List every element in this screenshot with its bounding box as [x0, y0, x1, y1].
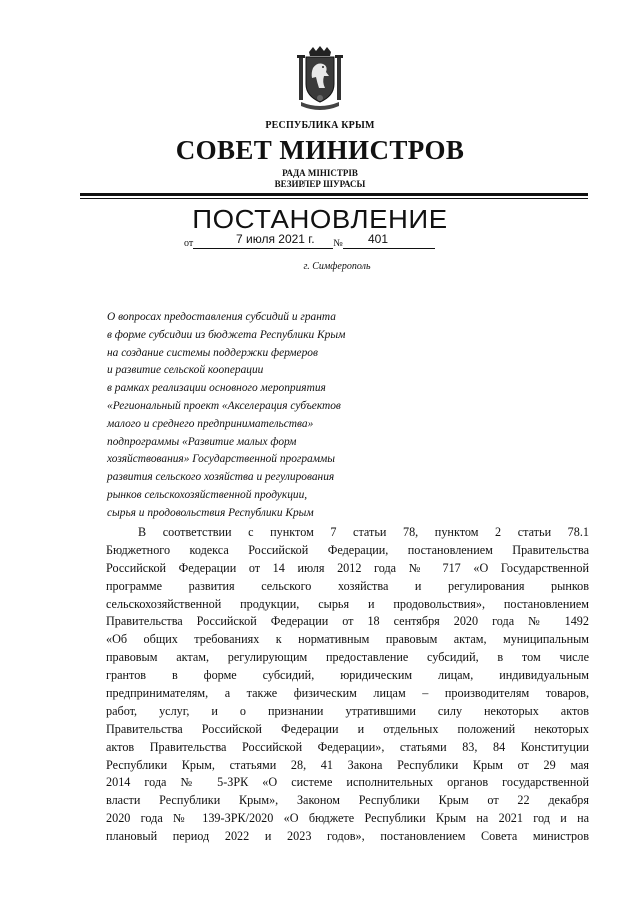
republic-name: РЕСПУБЛИКА КРЫМ: [265, 120, 375, 131]
subject-line: О вопросах предоставления субсидий и гранта: [107, 311, 336, 323]
body-line: грантов в форме субсидий, юридическим лицам, индивидуальным: [106, 668, 589, 683]
body-line: В соответствии с пунктом 7 статьи 78, пунктом 2 статьи 78.1: [138, 525, 589, 539]
date-prefix: от: [184, 238, 194, 249]
council-name-crimean-tatar: ВЕЗИРЛЕР ШУРАСЫ: [274, 179, 366, 189]
body-line: Республики Крым, статьями 28, 41 Закона Республики Крым от 29 мая: [106, 757, 589, 772]
city: г. Симферополь: [303, 261, 371, 272]
decree-subject: [107, 309, 437, 523]
body-line: актов Правительства Российской Федерации», статьями 83, 84 Конституции: [106, 739, 589, 754]
subject-line: на создание системы поддержки фермеров: [107, 346, 318, 359]
body-line: предпринимателям, а также физическим лицам – производителям товаров,: [106, 686, 589, 701]
body-line: плановый период 2022 и 2023 годов», постановлением Совета министров: [106, 829, 589, 844]
council-name: СОВЕТ МИНИСТРОВ: [175, 135, 465, 165]
subject-line: в форме субсидии из бюджета Республики Крым: [107, 328, 346, 341]
body-paragraph: [106, 524, 589, 846]
body-line: Бюджетного кодекса Российской Федерации, постановлением Правительства: [106, 542, 589, 557]
document-title: ПОСТАНОВЛЕНИЕ: [192, 204, 448, 234]
council-name-ukrainian: РАДА МІНІСТРІВ: [282, 168, 358, 178]
number-underline: [343, 237, 435, 249]
body-line: 2020 года № 139-ЗРК/2020 «О бюджете Республики Крым на 2021 год и на: [106, 811, 589, 826]
subject-line: сырья и продовольствия Республики Крым: [107, 506, 314, 519]
header-divider-thin: [80, 198, 588, 199]
number-prefix: №: [333, 238, 343, 249]
body-line: программе развития сельского хозяйства и регулирования рынков: [106, 578, 589, 593]
body-line: власти Республики Крым», Законом Республики Крым от 22 декабря: [106, 793, 589, 808]
decree-number: 401: [368, 232, 389, 246]
subject-line: подпрограммы «Развитие малых форм: [107, 435, 297, 448]
body-line: Российской Федерации от 14 июля 2012 года № 717 «О Государственной: [106, 560, 589, 575]
header-divider-thick: [80, 193, 588, 196]
coat-of-arms-emblem: [295, 46, 345, 112]
body-line: Правительства Российской Федерации от 18 сентября 2020 года № 1492: [106, 614, 589, 629]
subject-line: в рамках реализации основного мероприятия: [107, 382, 326, 395]
subject-line: «Региональный проект «Акселерация субъектов: [107, 399, 341, 412]
subject-line: развития сельского хозяйства и регулирования: [107, 471, 335, 484]
body-line: правовым актам, регулирующим предоставление субсидий, в том числе: [106, 650, 589, 665]
body-line: «Об общих требованиях к нормативным правовым актам, муниципальным: [106, 632, 589, 647]
body-line: 2014 года № 5-ЗРК «О системе исполнительных органов государственной: [106, 775, 589, 790]
body-line: Правительства Российской Федерации и отдельных положений некоторых: [106, 721, 589, 736]
subject-line: хозяйствования» Государственной программы: [107, 453, 336, 466]
body-line: сельскохозяйственной продукции, сырья и продовольствия», постановлением: [106, 596, 589, 611]
decree-date: 7 июля 2021 г.: [236, 232, 315, 246]
subject-line: и развитие сельской кооперации: [107, 364, 264, 377]
body-line: работ, услуг, и о признании утратившими силу некоторых актов: [106, 703, 589, 718]
subject-line: рынков сельскохозяйственной продукции,: [107, 488, 308, 501]
subject-line: малого и среднего предпринимательства»: [107, 417, 314, 430]
